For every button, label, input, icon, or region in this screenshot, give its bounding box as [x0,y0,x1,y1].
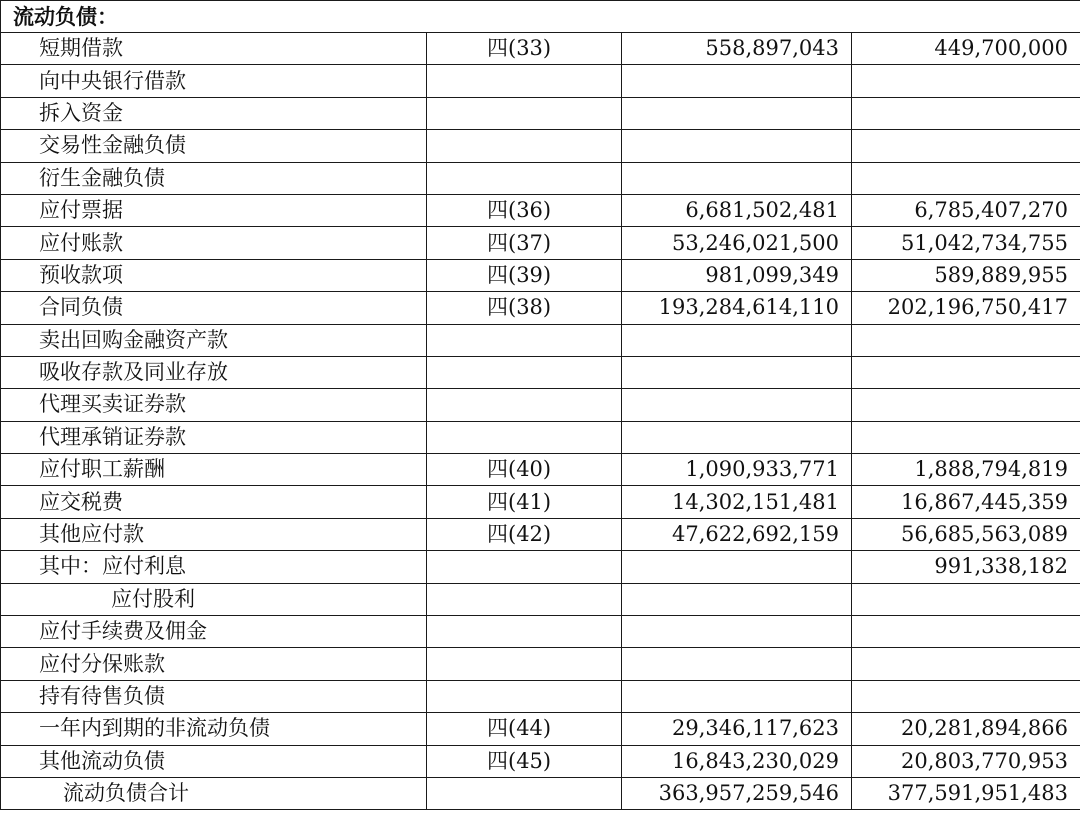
note-ref: 四(38) [427,292,622,324]
table-row [1,583,1080,615]
table-row [1,324,1080,356]
current-value [622,130,852,162]
current-value [622,583,852,615]
note-ref: 四(41) [427,486,622,518]
prior-value [852,583,1080,615]
prior-value [852,162,1080,194]
item-name: 应付股利 [1,583,427,615]
item-name: 应付分保账款 [1,648,427,680]
note-ref [427,130,622,162]
item-name: 拆入资金 [1,97,427,129]
section-header-row [1,1,1080,33]
note-ref: 四(45) [427,745,622,777]
table-row [1,33,1080,65]
note-ref: 四(33) [427,33,622,65]
item-name: 应付手续费及佣金 [1,616,427,648]
table-row [1,389,1080,421]
prior-value [852,356,1080,388]
item-name: 其他应付款 [1,518,427,550]
current-value: 14,302,151,481 [622,486,852,518]
note-ref: 四(40) [427,454,622,486]
table-row [1,518,1080,550]
item-name: 短期借款 [1,33,427,65]
note-ref [427,421,622,453]
current-value [622,616,852,648]
note-ref: 四(39) [427,259,622,291]
current-value: 53,246,021,500 [622,227,852,259]
table-row [1,97,1080,129]
table-row [1,194,1080,226]
current-value: 1,090,933,771 [622,454,852,486]
table-row [1,486,1080,518]
current-value [622,389,852,421]
prior-value: 51,042,734,755 [852,227,1080,259]
total-label: 流动负债合计 [1,777,427,809]
total-row [1,777,1080,809]
item-name: 吸收存款及同业存放 [1,356,427,388]
prior-total-value: 377,591,951,483 [852,777,1080,809]
table-row [1,616,1080,648]
prior-value [852,130,1080,162]
current-value [622,97,852,129]
prior-value: 1,888,794,819 [852,454,1080,486]
table-row [1,713,1080,745]
note-ref [427,583,622,615]
item-name: 应付账款 [1,227,427,259]
table-row [1,745,1080,777]
note-ref [427,356,622,388]
table-row [1,454,1080,486]
item-name: 向中央银行借款 [1,65,427,97]
prior-value: 6,785,407,270 [852,194,1080,226]
note-ref: 四(37) [427,227,622,259]
prior-value: 20,281,894,866 [852,713,1080,745]
current-value: 193,284,614,110 [622,292,852,324]
note-ref: 四(36) [427,194,622,226]
item-name: 应付票据 [1,194,427,226]
prior-value: 20,803,770,953 [852,745,1080,777]
table-row [1,65,1080,97]
note-ref [427,65,622,97]
note-ref [427,97,622,129]
current-value: 981,099,349 [622,259,852,291]
table-row [1,130,1080,162]
table-row [1,551,1080,583]
current-value [622,324,852,356]
item-name: 衍生金融负债 [1,162,427,194]
prior-value [852,324,1080,356]
prior-value: 449,700,000 [852,33,1080,65]
note-ref [427,551,622,583]
current-value [622,162,852,194]
prior-value [852,65,1080,97]
table-row [1,292,1080,324]
prior-value: 16,867,445,359 [852,486,1080,518]
current-value: 16,843,230,029 [622,745,852,777]
item-name: 交易性金融负债 [1,130,427,162]
table-row [1,421,1080,453]
item-name: 卖出回购金融资产款 [1,324,427,356]
current-value: 29,346,117,623 [622,713,852,745]
current-value [622,680,852,712]
current-value [622,648,852,680]
item-name: 应付职工薪酬 [1,454,427,486]
current-value: 47,622,692,159 [622,518,852,550]
item-name: 其中：应付利息 [1,551,427,583]
note-ref [427,680,622,712]
note-ref [427,648,622,680]
prior-value [852,680,1080,712]
table-row [1,648,1080,680]
note-ref [427,616,622,648]
note-ref [427,389,622,421]
item-name: 合同负债 [1,292,427,324]
prior-value [852,389,1080,421]
current-value: 6,681,502,481 [622,194,852,226]
item-name: 其他流动负债 [1,745,427,777]
prior-value [852,648,1080,680]
prior-value [852,616,1080,648]
note-ref [427,162,622,194]
current-total-value: 363,957,259,546 [622,777,852,809]
current-value: 558,897,043 [622,33,852,65]
table-row [1,227,1080,259]
table-row [1,680,1080,712]
note-ref [427,324,622,356]
prior-value: 589,889,955 [852,259,1080,291]
item-name: 应交税费 [1,486,427,518]
current-value [622,421,852,453]
item-name: 一年内到期的非流动负债 [1,713,427,745]
note-ref: 四(42) [427,518,622,550]
current-value [622,356,852,388]
prior-value [852,97,1080,129]
prior-value [852,421,1080,453]
prior-value: 202,196,750,417 [852,292,1080,324]
current-value [622,65,852,97]
section-title: 流动负债： [1,1,1080,33]
table-row [1,162,1080,194]
note-ref [427,777,622,809]
current-value [622,551,852,583]
prior-value: 991,338,182 [852,551,1080,583]
item-name: 持有待售负债 [1,680,427,712]
table-row [1,356,1080,388]
item-name: 代理承销证券款 [1,421,427,453]
prior-value: 56,685,563,089 [852,518,1080,550]
table-row [1,259,1080,291]
note-ref: 四(44) [427,713,622,745]
item-name: 预收款项 [1,259,427,291]
item-name: 代理买卖证券款 [1,389,427,421]
